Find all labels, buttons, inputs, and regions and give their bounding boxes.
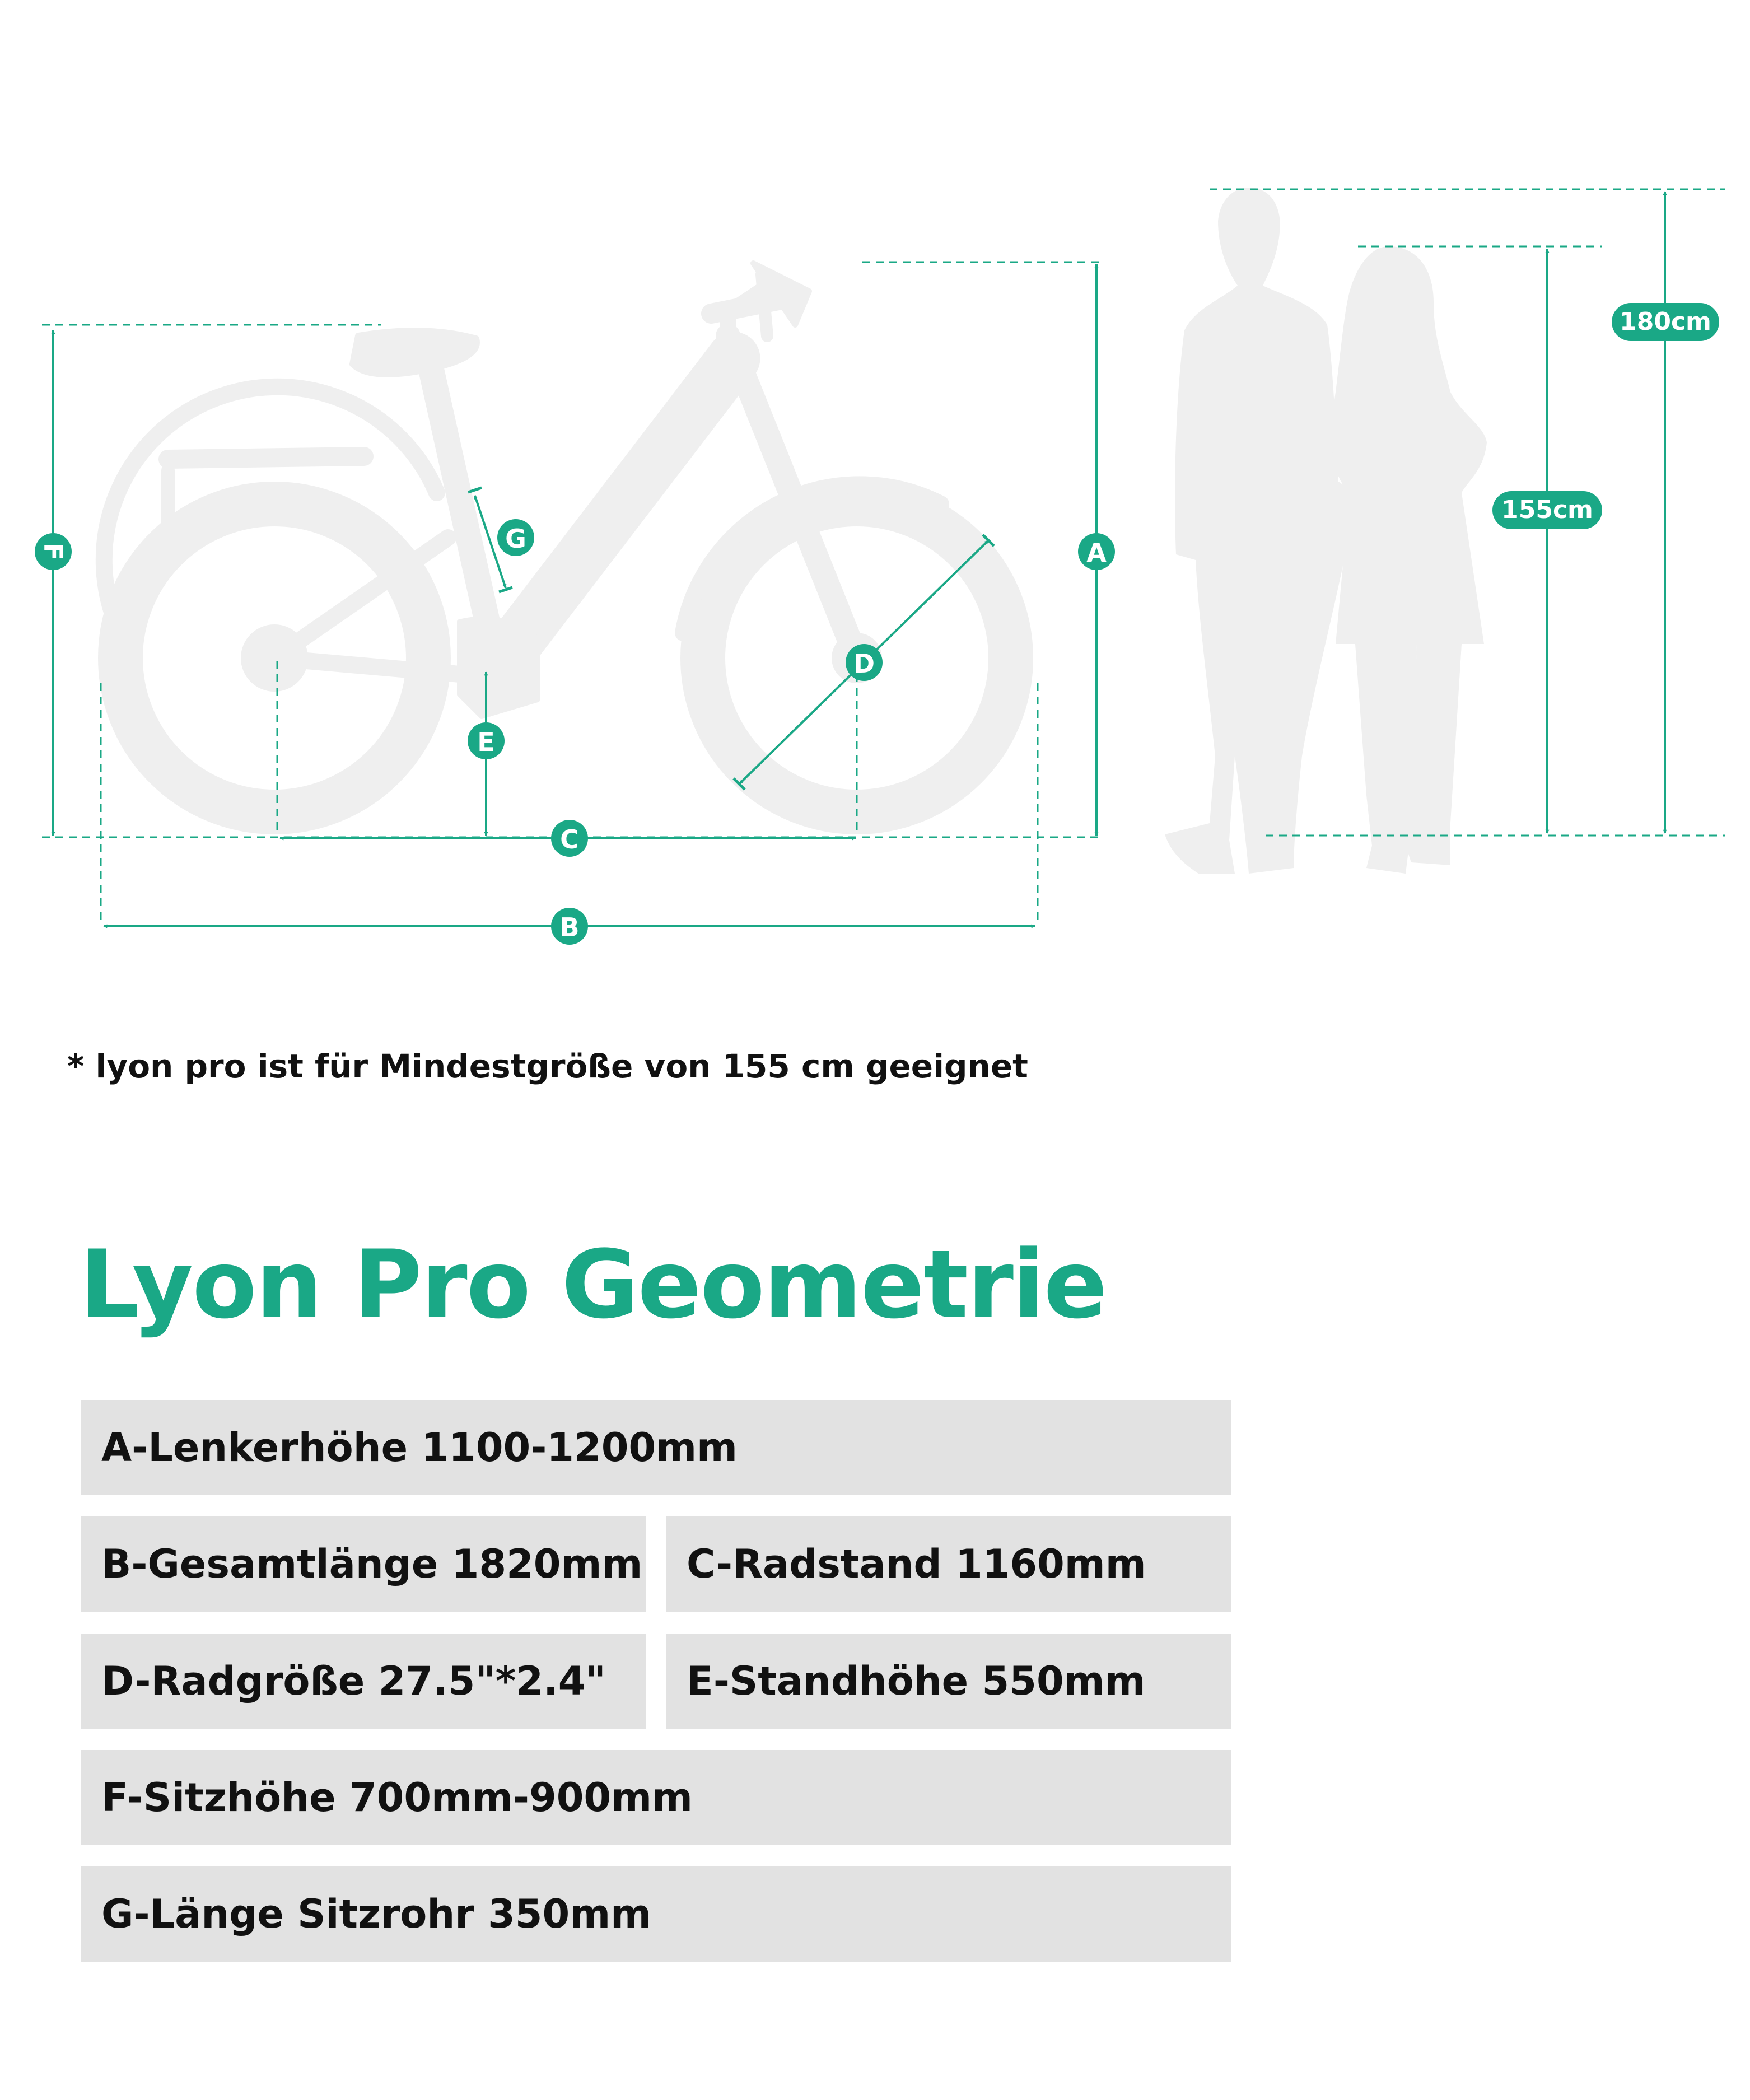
spec-f: F-Sitzhöhe 700mm-900mm <box>81 1750 1231 1845</box>
geometry-diagram <box>0 0 1750 974</box>
spec-b: B-Gesamtlänge 1820mm <box>81 1516 646 1612</box>
svg-text:155cm: 155cm <box>1501 496 1593 524</box>
svg-text:E: E <box>477 727 495 757</box>
spec-c: C-Radstand 1160mm <box>666 1516 1231 1612</box>
marker-g <box>497 519 534 556</box>
marker-d <box>846 644 883 681</box>
bike-silhouette <box>104 263 1011 812</box>
marker-a <box>1078 533 1115 570</box>
svg-text:C: C <box>560 824 579 855</box>
minimum-height-note: * lyon pro ist für Mindestgröße von 155 cm geeignet <box>67 1047 1028 1085</box>
height-label-155 <box>1492 491 1602 529</box>
spec-d: D-Radgröße 27.5"*2.4" <box>81 1634 646 1729</box>
marker-e <box>468 722 505 759</box>
marker-c <box>551 820 588 857</box>
height-label-180 <box>1612 303 1719 341</box>
page-title: Lyon Pro Geometrie <box>80 1230 1107 1340</box>
svg-text:F: F <box>38 543 68 561</box>
svg-text:B: B <box>559 912 580 942</box>
svg-text:A: A <box>1086 538 1107 568</box>
spec-g: G-Länge Sitzrohr 350mm <box>81 1866 1231 1962</box>
spec-a: A-Lenkerhöhe 1100-1200mm <box>81 1400 1231 1495</box>
svg-text:G: G <box>505 524 526 554</box>
svg-text:D: D <box>853 648 875 679</box>
marker-f <box>35 533 72 570</box>
person-silhouettes <box>1165 188 1487 874</box>
spec-e: E-Standhöhe 550mm <box>666 1634 1231 1729</box>
svg-text:180cm: 180cm <box>1620 307 1711 336</box>
marker-b <box>551 908 588 945</box>
